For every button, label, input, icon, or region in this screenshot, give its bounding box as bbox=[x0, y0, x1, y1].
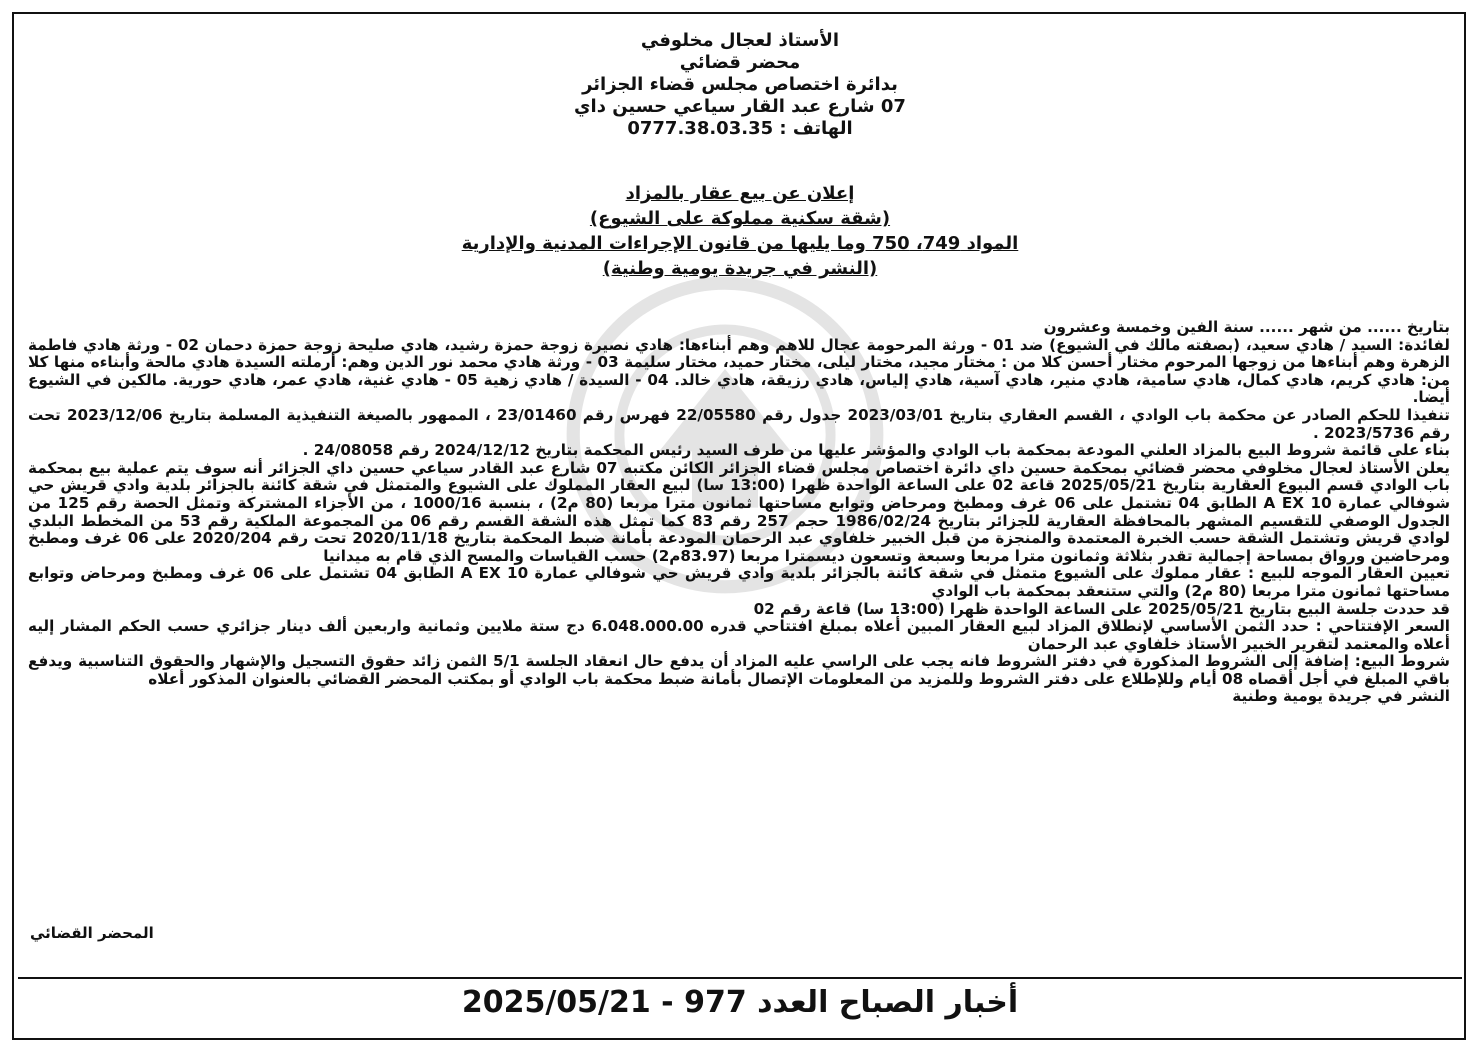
body-beneficiary: لفائدة: السيد / هادي سعيد، (بصفته مالك في الشيوع) ضد 01 - ورثة المرحومة عجال للاهم وهم أبناءها: هادي نصيرة زوجة حمزة رشيد، هادي صليحة زوجة حمزة دحمان 02 - ورثة هادي فاطمة الزهرة وهم أبناءها من زوجها المرحوم مختار أحسن كلا من : مختار مجيد، مختار ليلى، مختار حميد، مختار سليمة 03 - ورثة هادي محمد نور الدين وهم: أرملته السيدة هادي مالحة وأبناءه منها كلا من: هادي كريم، هادي كمال، هادي سامية، هادي منير، هادي آسية، هادي إلياس، هادي رزيقة، هادي خالد. 04 - السيدة / هادي زهية 05 - هادي غنية، هادي عمر، هادي حورية. مالكين في الشيوع أيضا. bbox=[28, 335, 1450, 407]
bailiff-header bbox=[0, 30, 1480, 140]
body-publication: النشر في جريدة يومية وطنية bbox=[1232, 687, 1450, 706]
legal-articles: المواد 749، 750 وما يليها من قانون الإجراءات المدنية والإدارية bbox=[461, 233, 1019, 254]
newspaper-footer: أخبار الصباح العدد 977 - 2025/05/21 bbox=[461, 985, 1019, 1020]
announcement-title: إعلان عن بيع عقار بالمزاد bbox=[625, 183, 855, 204]
body-date-line: بتاريخ ...... من شهر ...... سنة الفين وخمسة وعشرون bbox=[1043, 318, 1450, 336]
body-property-designation: تعيين العقار الموجه للبيع : عقار مملوك على الشيوع متمثل في شقة كائنة بالجزائر بلدية وادي قريش حي شوفالي عمارة A EX 10 الطابق 04 تشتمل على 06 غرف ومطبخ ومرحاض وتوابع مساحتها ثمانون مترا مربعا (80 م2) والتي ستنعقد بمحكمة باب الوادي bbox=[28, 564, 1450, 600]
announcement-subtitle: (شقة سكنية مملوكة على الشيوع) bbox=[589, 208, 891, 229]
bailiff-jurisdiction: بدائرة اختصاص مجلس قضاء الجزائر bbox=[582, 74, 898, 95]
footer-divider bbox=[18, 977, 1462, 979]
bailiff-address: 07 شارع عبد القار سياعي حسين داي bbox=[574, 96, 906, 117]
body-conditions-list: بناء على قائمة شروط البيع بالمزاد العلني المودعة بمحكمة باب الوادي والمؤشر عليها من طرف السيد رئيس المحكمة بتاريخ 2024/12/12 رقم 24/08058 . bbox=[302, 441, 1450, 460]
body-sale-terms: شروط البيع: إضافة إلى الشروط المذكورة في دفتر الشروط فانه يجب على الراسي عليه المزاد أن يدفع حال انعقاد الجلسة 5/1 الثمن زائد حقوق التسجيل والإشهار والحقوق التناسبية ويدفع باقي المبلغ في أجل أقصاه 08 أيام وللإطلاع على دفتر الشروط وللمزيد من المعلومات الإتصال بأمانة ضبط محكمة باب الوادي أو بمكتب المحضر القضائي بالعنوان المذكور أعلاه bbox=[28, 652, 1450, 688]
announcement-title-block bbox=[0, 181, 1480, 281]
signature: المحضر القضائي bbox=[30, 924, 154, 942]
announcement-body bbox=[28, 319, 1450, 706]
body-session-date: قد حددت جلسة البيع بتاريخ 2025/05/21 على الساعة الواحدة ظهرا (13:00 سا) قاعة رقم 02 bbox=[753, 599, 1450, 618]
bailiff-title: محضر قضائي bbox=[679, 52, 801, 73]
body-sale-notice: يعلن الأستاذ لعجال مخلوفي محضر قضائي بمحكمة حسين داي دائرة اختصاص مجلس قضاء الجزائر الكائن مكتبه 07 شارع عبد القادر سياعي حسين داي الجزائر أنه سوف يتم عملية بيع بمحكمة باب الوادي قسم البيوع العقارية بتاريخ 2025/05/21 قاعة 02 على الساعة الواحدة ظهرا (13:00 سا) لبيع العقار المملوك على الشيوع والمتمثل في شقة كائنة بالجزائر بلدية وادي قريش حي شوفالي عمارة A EX 10 الطابق 04 تشتمل على 06 غرف ومطبخ ومرحاض وتوابع مساحتها ثمانون مترا مربعا (80 م2) ، بنسبة 1000/16 ، من الأجزاء المشتركة وتمثل الحصة رقم 125 من الجدول الوصفي للتقسيم المشهر بالمحافظة العقارية للجزائر بتاريخ 1986/02/24 حجم 257 رقم 83 كما تمثل هذه الشقة القسم رقم 06 من المجموعة الملكية رقم 53 من المخطط البلدي لوادي قريش وتشتمل الشقة حسب الخبرة المعتمدة والمنجزة من قبل الخبير خلفاوي عبد الرحمان المودعة بأمانة ضبط المحكمة بتاريخ 2020/11/18 تحت رقم 2020/204 على 06 غرف ومطبخ ومرحاضين ورواق بمساحة إجمالية تقدر بثلاثة وثمانون مترا مربعا وسبعة وتسعون ديسمترا مربعا (83.97م2) حسب القياسات والمسح الذي قام به ميدانيا bbox=[28, 458, 1451, 565]
body-judgment: تنفيذا للحكم الصادر عن محكمة باب الوادي ، القسم العقاري بتاريخ 2023/03/01 جدول رقم 22/05580 فهرس رقم 23/01460 ، الممهور بالصيغة التنفيذية المسلمة بتاريخ 2023/12/06 تحت رقم 2023/5736 . bbox=[28, 405, 1450, 442]
publication-note: (النشر في جريدة يومية وطنية) bbox=[602, 258, 878, 279]
bailiff-phone: الهاتف : 0777.38.03.35 bbox=[627, 118, 853, 139]
bailiff-name: الأستاذ لعجال مخلوفي bbox=[640, 30, 840, 51]
body-opening-price: السعر الإفتتاحي : حدد الثمن الأساسي لإنطلاق المزاد لبيع العقار المبين أعلاه بمبلغ افتتاحي قدره 6.048.000.00 دج ستة ملايين وثمانية واربعين ألف دينار جزائري حسب الحكم المشار إليه أعلاه والمعتمد لتقرير الخبير الأستاذ خلفاوي عبد الرحمان bbox=[28, 617, 1450, 653]
